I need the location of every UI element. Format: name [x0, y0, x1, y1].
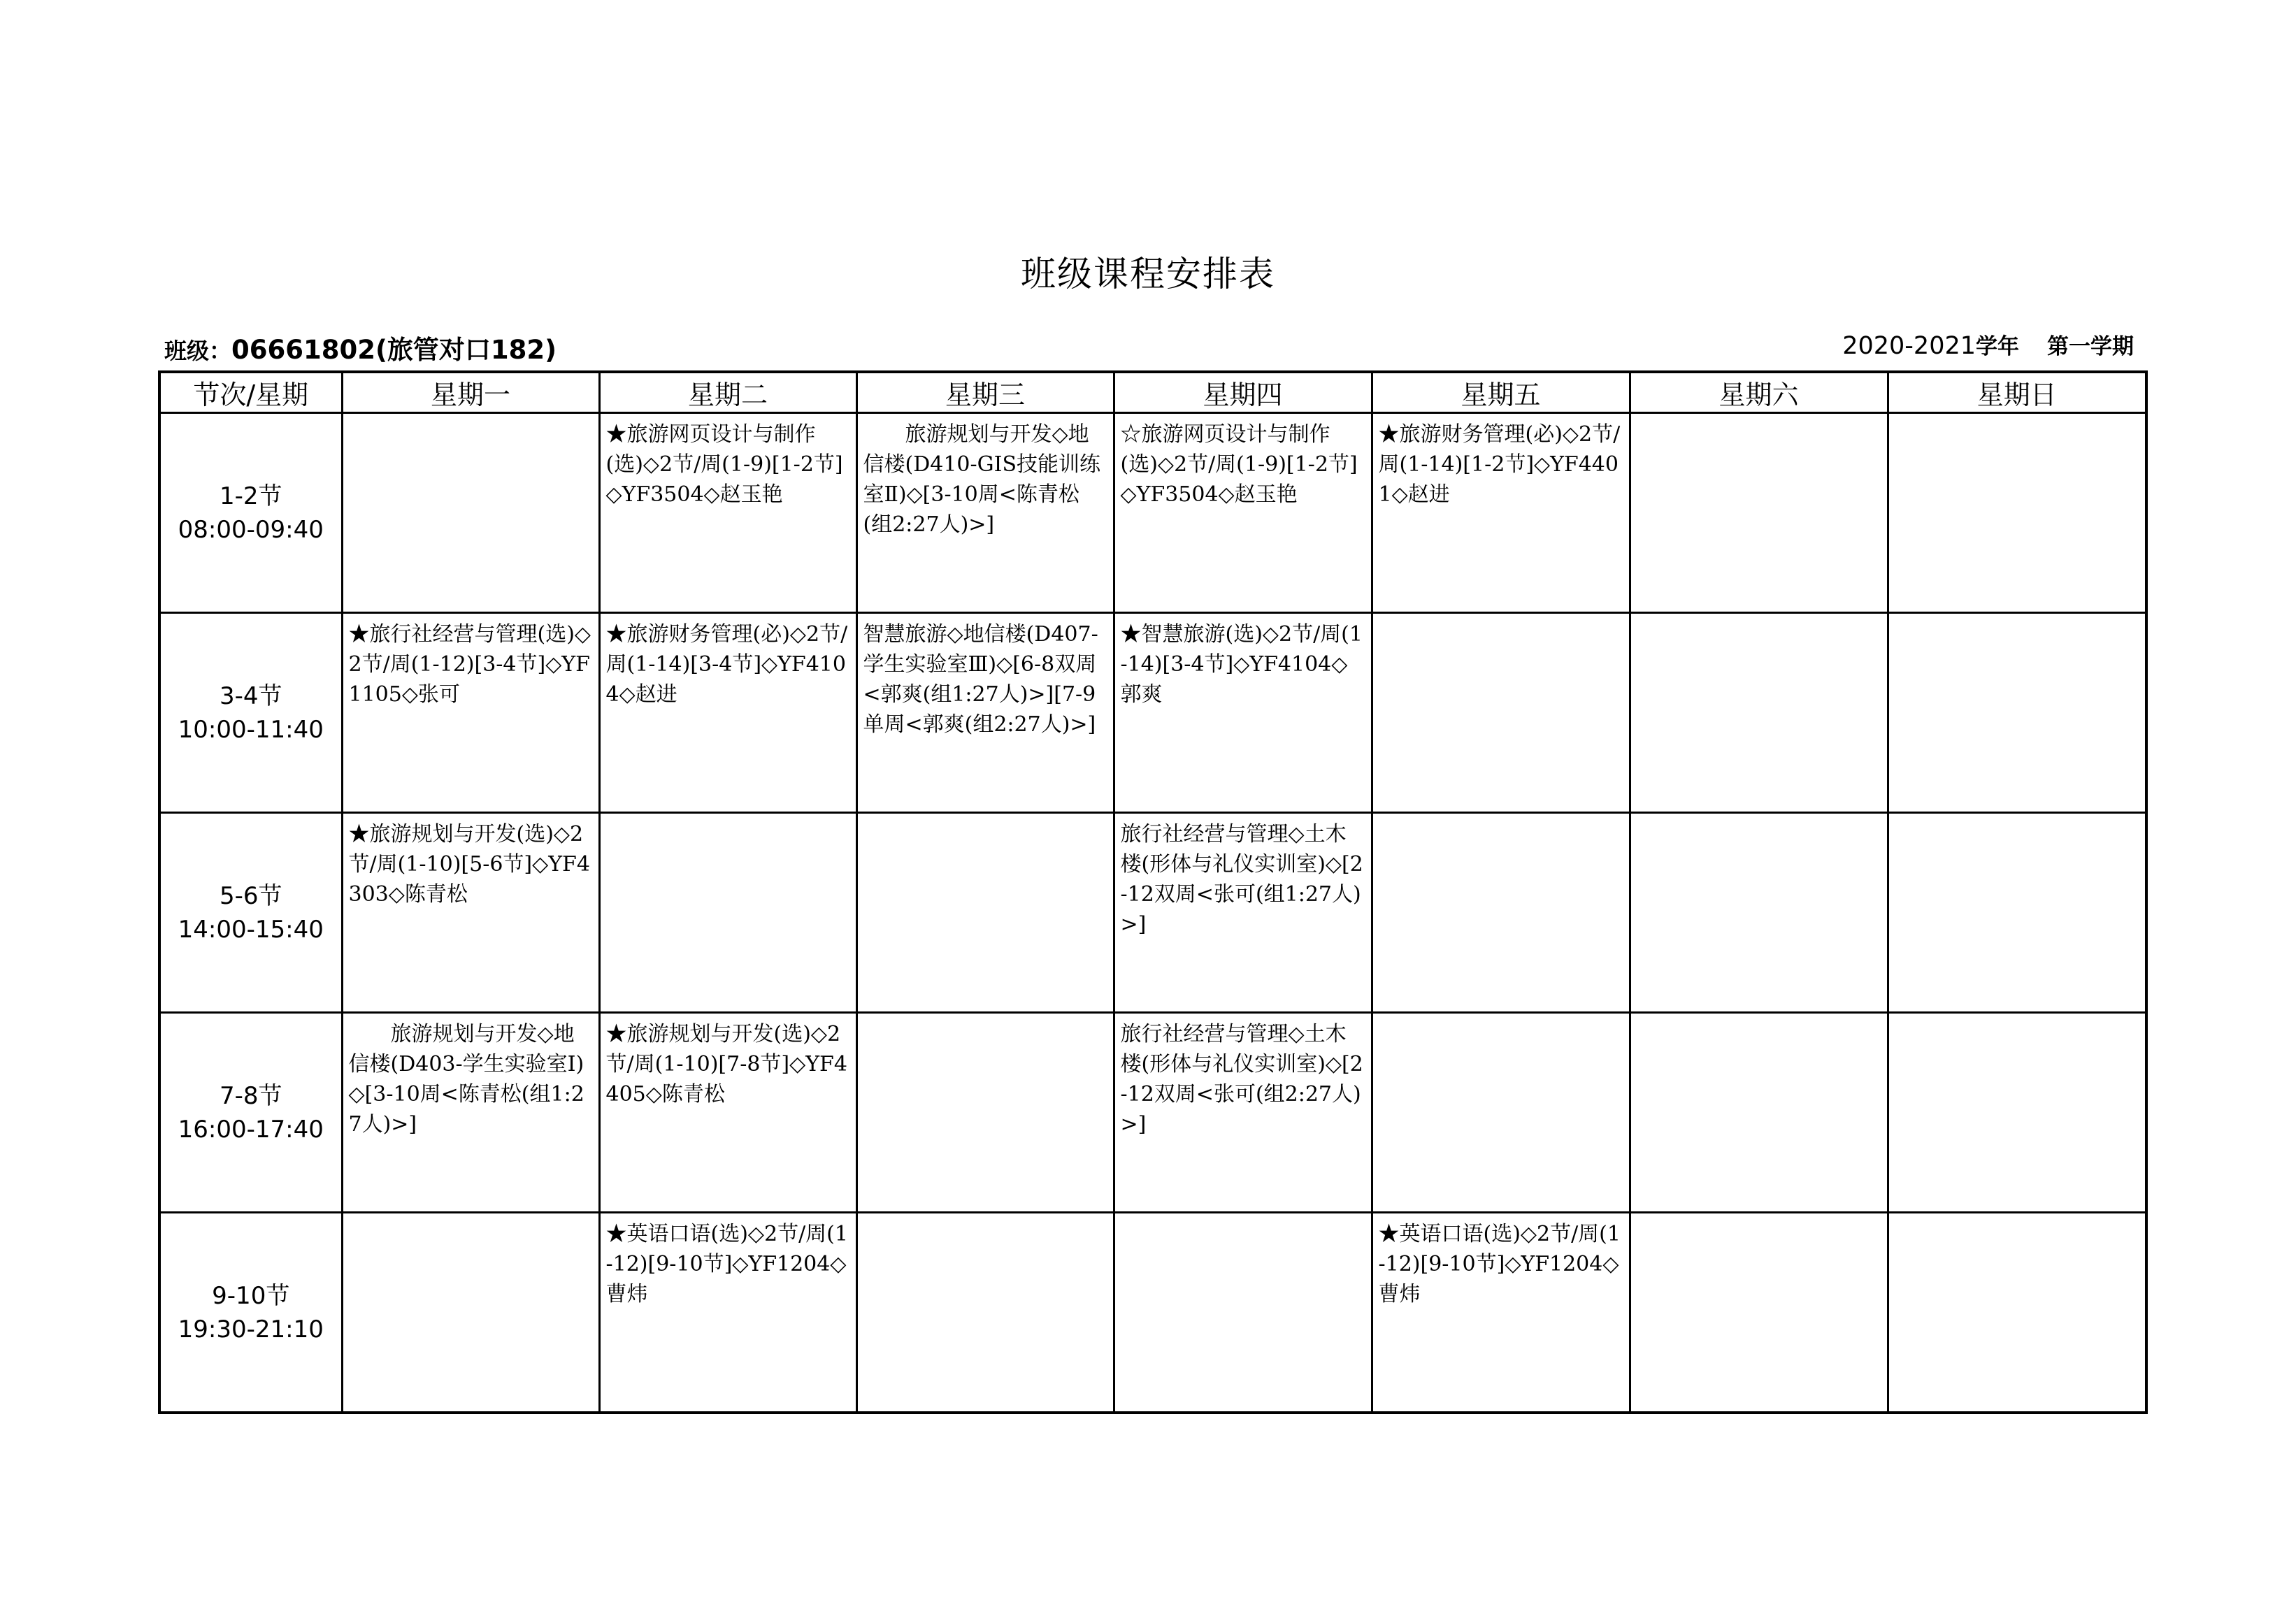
- header-friday: 星期五: [1372, 372, 1630, 413]
- course-text: [1373, 1014, 1629, 1211]
- course-cell: [342, 1013, 599, 1213]
- header-tuesday: 星期二: [599, 372, 856, 413]
- course-cell: [1114, 813, 1372, 1013]
- course-cell: [1372, 413, 1630, 613]
- course-text: [1631, 414, 1887, 612]
- course-cell: [1114, 613, 1372, 813]
- course-text: [1631, 1014, 1887, 1211]
- period-cell: [159, 1213, 342, 1413]
- course-cell: [599, 413, 856, 613]
- period-time: 10:00-11:40: [178, 715, 324, 744]
- header-thursday: 星期四: [1114, 372, 1372, 413]
- course-text: [1631, 1213, 1887, 1411]
- course-cell: [1630, 1213, 1888, 1413]
- period-cell: [159, 813, 342, 1013]
- course-cell: [1372, 613, 1630, 813]
- period-time: 16:00-17:40: [178, 1115, 324, 1144]
- course-cell: [1630, 413, 1888, 613]
- header-sunday: 星期日: [1888, 372, 2146, 413]
- course-text: [1889, 814, 2146, 1011]
- course-cell: [856, 813, 1114, 1013]
- header-wednesday: 星期三: [856, 372, 1114, 413]
- course-text: [601, 814, 856, 1011]
- course-text: [1889, 1014, 2146, 1211]
- course-cell: [856, 1213, 1114, 1413]
- course-cell: [1114, 1013, 1372, 1213]
- course-text: ★旅行社经营与管理(选)◇2节/周(1-12)[3-4节]◇YF1105◇张可: [348, 622, 591, 707]
- header-monday: 星期一: [342, 372, 599, 413]
- course-cell: [342, 813, 599, 1013]
- course-text: 旅行社经营与管理◇土木楼(形体与礼仪实训室)◇[2-12双周<张可(组1:27人)>]: [1120, 822, 1363, 937]
- course-text: 旅行社经营与管理◇土木楼(形体与礼仪实训室)◇[2-12双周<张可(组2:27人)>]: [1120, 1022, 1363, 1137]
- course-cell: [1888, 813, 2146, 1013]
- table-row: [159, 813, 2146, 1013]
- course-cell: [856, 1013, 1114, 1213]
- period-label: 3-4节: [219, 682, 282, 710]
- course-cell: [1372, 1013, 1630, 1213]
- course-text: ★智慧旅游(选)◇2节/周(1-14)[3-4节]◇YF4104◇郭爽: [1120, 622, 1363, 707]
- course-cell: [1372, 813, 1630, 1013]
- course-text: [1373, 614, 1629, 812]
- course-text: [1631, 614, 1887, 812]
- table-row: [159, 1213, 2146, 1413]
- course-text: [1115, 1213, 1371, 1411]
- course-text: ★英语口语(选)◇2节/周(1-12)[9-10节]◇YF1204◇曹炜: [1378, 1222, 1621, 1306]
- course-cell: [1114, 413, 1372, 613]
- header-row: [159, 372, 2146, 413]
- term-semester: 第一学期: [2047, 334, 2134, 359]
- period-label: 1-2节: [219, 482, 282, 510]
- course-text: [858, 1213, 1113, 1411]
- course-cell: [342, 413, 599, 613]
- course-cell: [856, 613, 1114, 813]
- course-cell: [856, 413, 1114, 613]
- period-cell: [159, 1013, 342, 1213]
- header-saturday: 星期六: [1630, 372, 1888, 413]
- header-period: 节次/星期: [159, 372, 342, 413]
- course-text: ★旅游规划与开发(选)◇2节/周(1-10)[5-6节]◇YF4303◇陈青松: [348, 822, 590, 907]
- course-text: [343, 414, 598, 612]
- course-cell: [1630, 813, 1888, 1013]
- course-text: ★旅游财务管理(必)◇2节/周(1-14)[1-2节]◇YF4401◇赵进: [1378, 422, 1621, 507]
- course-cell: [599, 1013, 856, 1213]
- term-year-suffix: 学年: [1976, 334, 2019, 359]
- page-title: 班级课程安排表: [1021, 254, 1275, 294]
- period-time: 14:00-15:40: [178, 915, 324, 944]
- course-cell: [342, 613, 599, 813]
- period-time: 19:30-21:10: [178, 1315, 324, 1343]
- course-cell: [1114, 1213, 1372, 1413]
- course-text: [1631, 814, 1887, 1011]
- course-text: ★旅游网页设计与制作(选)◇2节/周(1-9)[1-2节]◇YF3504◇赵玉艳: [605, 422, 843, 507]
- table-row: [159, 413, 2146, 613]
- class-label: 班级：: [164, 338, 232, 364]
- course-cell: [1888, 1013, 2146, 1213]
- course-cell: [599, 1213, 856, 1413]
- period-cell: [159, 413, 342, 613]
- course-text: ☆旅游网页设计与制作(选)◇2节/周(1-9)[1-2节]◇YF3504◇赵玉艳: [1120, 422, 1358, 507]
- period-time: 08:00-09:40: [178, 515, 324, 544]
- period-label: 7-8节: [219, 1081, 282, 1110]
- course-cell: [1372, 1213, 1630, 1413]
- course-text: 旅游规划与开发◇地信楼(D403-学生实验室Ⅰ)◇[3-10周<陈青松(组1:27人)>]: [348, 1022, 584, 1137]
- course-text: [1889, 614, 2146, 812]
- course-text: [858, 1014, 1113, 1211]
- period-cell: [159, 613, 342, 813]
- course-cell: [599, 613, 856, 813]
- course-cell: [1888, 1213, 2146, 1413]
- table-row: [159, 1013, 2146, 1213]
- course-text: [858, 814, 1113, 1011]
- course-cell: [1888, 413, 2146, 613]
- term-years: 2020-2021: [1842, 332, 1976, 360]
- course-cell: [1630, 1013, 1888, 1213]
- course-cell: [1888, 613, 2146, 813]
- course-text: [1889, 414, 2146, 612]
- course-text: ★英语口语(选)◇2节/周(1-12)[9-10节]◇YF1204◇曹炜: [605, 1222, 848, 1306]
- schedule-table: [158, 370, 2148, 1414]
- course-text: 智慧旅游◇地信楼(D407-学生实验室Ⅲ)◇[6-8双周<郭爽(组1:27人)>][7-9单周<郭爽(组2:27人)>]: [863, 622, 1098, 737]
- table-row: [159, 613, 2146, 813]
- class-info: [164, 329, 557, 366]
- period-label: 5-6节: [219, 881, 282, 910]
- course-cell: [599, 813, 856, 1013]
- term-info: [1842, 329, 2134, 360]
- course-text: [1889, 1213, 2146, 1411]
- course-cell: [1630, 613, 1888, 813]
- course-text: ★旅游财务管理(必)◇2节/周(1-14)[3-4节]◇YF4104◇赵进: [605, 622, 848, 707]
- course-text: [1373, 814, 1629, 1011]
- course-cell: [342, 1213, 599, 1413]
- course-text: ★旅游规划与开发(选)◇2节/周(1-10)[7-8节]◇YF4405◇陈青松: [605, 1022, 847, 1107]
- course-text: [343, 1213, 598, 1411]
- class-value: 06661802(旅管对口182): [231, 335, 557, 365]
- course-text: 旅游规划与开发◇地信楼(D410-GIS技能训练室Ⅱ)◇[3-10周<陈青松(组2:27人)>]: [863, 422, 1101, 537]
- period-label: 9-10节: [212, 1281, 290, 1310]
